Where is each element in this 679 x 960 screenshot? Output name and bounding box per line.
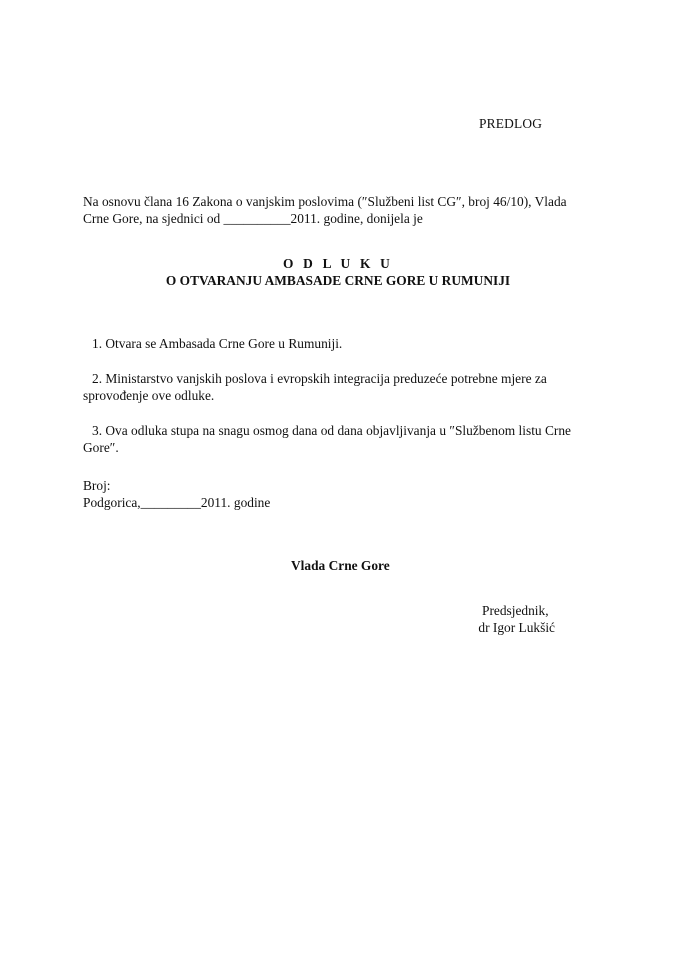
decision-item-3-line-1: 3. Ova odluka stupa na snagu osmog dana od dana objavljivanja u ″Službenom listu Crne (92, 423, 571, 438)
decision-title (83, 255, 593, 289)
place-and-date: Podgorica,_________2011. godine (83, 495, 271, 510)
signatory-role: Predsjednik, (482, 603, 549, 618)
decision-item-2-line-1: 2. Ministarstvo vanjskih poslova i evropskih integracija preduzeće potrebne mjere za (92, 371, 547, 386)
decision-item-3-line-2: Gore″. (83, 440, 119, 455)
decision-item-1-line-1: 1. Otvara se Ambasada Crne Gore u Rumuniji. (92, 336, 343, 351)
decision-item-2-line-2: sprovođenje ove odluke. (83, 388, 215, 403)
decision-title-line-2: O OTVARANJU AMBASADE CRNE GORE U RUMUNIJI (165, 273, 511, 288)
document-meta (83, 477, 270, 511)
decision-item-3 (83, 422, 603, 456)
preamble (83, 193, 593, 227)
decision-items (83, 335, 603, 474)
proposal-label: PREDLOG (479, 116, 543, 131)
decision-title-line-1: O D L U K U (283, 256, 393, 271)
document-number-label: Broj: (83, 478, 111, 493)
decision-item-2 (83, 370, 603, 404)
issuing-government: Vlada Crne Gore (291, 558, 390, 573)
decision-item-1 (83, 335, 603, 352)
preamble-line-2: Crne Gore, na sjednici od __________2011. godine, donijela je (83, 211, 423, 226)
signatory-name: dr Igor Lukšić (478, 620, 555, 635)
preamble-line-1: Na osnovu člana 16 Zakona o vanjskim poslovima (″Službeni list CG″, broj 46/10), Vlada (83, 194, 567, 209)
signatory-block (477, 602, 555, 636)
